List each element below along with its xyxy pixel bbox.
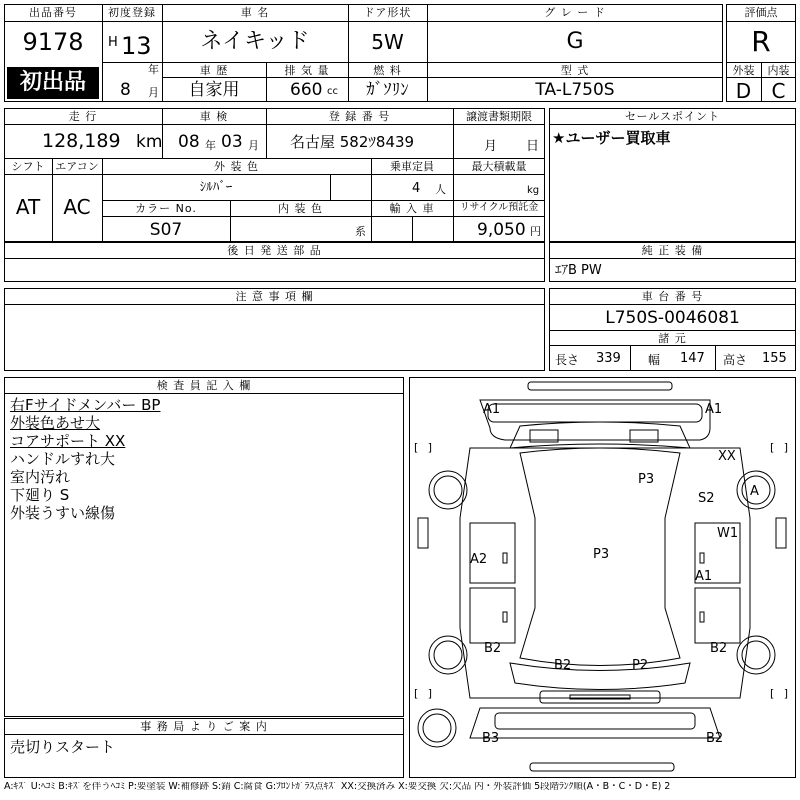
mileage: 128,189 <box>42 130 121 152</box>
inspector-line: 外装色あせ大 <box>10 414 101 432</box>
color: ｼﾙﾊﾞｰ <box>199 180 233 195</box>
reg-no: 名古屋 582ﾂ8439 <box>290 133 415 151</box>
load-unit: kg <box>527 185 540 196</box>
equipment-label: 純 正 装 備 <box>641 244 704 257</box>
inspector-line: 右Fサイドメンバー BP <box>10 396 161 414</box>
damage-mark: B2 <box>484 641 502 656</box>
damage-mark: B3 <box>482 731 500 746</box>
first-reg-label: 初度登録 <box>108 6 156 19</box>
chassis-no: L750S-0046081 <box>605 308 740 328</box>
capacity-label: 乗車定員 <box>390 160 434 173</box>
height-label: 高さ <box>723 353 748 367</box>
recycle: 9,050 <box>477 220 526 240</box>
door: 5W <box>371 30 404 54</box>
inspection-label: 車 検 <box>199 110 229 123</box>
damage-mark: A2 <box>470 552 488 567</box>
shift-label: シフト <box>11 160 45 173</box>
legend: A:ｷｽﾞ U:ﾍｺﾐ B:ｷｽﾞを伴うﾍｺﾐ P:要塗装 W:補修跡 S:錆 C:腐食 G:ﾌﾛﾝﾄｶﾞﾗｽ点ｷｽﾞ XX:交換済み X:要交換 欠:欠品 内・外装評価 5段階ﾗﾝｸ順(A・B・C・D・E) 2 <box>4 782 671 792</box>
dims-label: 諸 元 <box>658 332 687 345</box>
recycle-unit: 円 <box>530 225 541 238</box>
capacity-unit: 人 <box>435 183 446 196</box>
width-label: 幅 <box>648 353 661 367</box>
inspector-line: 室内汚れ <box>10 468 71 486</box>
int-score: C <box>771 79 786 103</box>
import-label: 輸 入 車 <box>389 202 435 215</box>
ext-label: 外装 <box>732 64 755 77</box>
later-parts-label: 後 日 発 送 部 品 <box>227 244 322 257</box>
reg-month: 8 <box>120 80 131 100</box>
damage-mark: A1 <box>483 402 501 417</box>
ac: AC <box>63 195 91 219</box>
fuel-label: 燃 料 <box>373 64 402 77</box>
insp-year-unit: 年 <box>205 139 216 152</box>
int-color-unit: 系 <box>355 225 366 238</box>
inspector-line: 外装うすい線傷 <box>10 504 116 522</box>
car-name-label: 車 名 <box>240 6 270 19</box>
reg-no-label: 登 録 番 号 <box>328 110 391 123</box>
ac-label: エアコン <box>55 160 99 173</box>
bracket-mark: [ ] <box>414 441 436 454</box>
recycle-label: リサイクル預託金 <box>459 202 539 213</box>
damage-mark: B2 <box>706 731 724 746</box>
score-label: 評価点 <box>744 6 778 19</box>
office-text: 売切りスタート <box>10 738 116 756</box>
sales-point: ★ユーザー買取車 <box>552 129 671 147</box>
transfer-label: 譲渡書類期限 <box>466 110 532 123</box>
damage-mark: A <box>750 484 759 499</box>
capacity: 4 <box>412 181 421 196</box>
first-listing-badge: 初出品 <box>7 67 99 99</box>
damage-mark: B2 <box>554 658 572 673</box>
office-label: 事 務 局 よ り ご 案 内 <box>140 720 268 733</box>
damage-mark: XX <box>718 449 736 464</box>
model: TA-L750S <box>535 80 615 100</box>
mileage-unit: km <box>136 132 163 152</box>
inspector-line: ハンドルすれ大 <box>10 450 116 468</box>
lot-no: 9178 <box>22 28 84 56</box>
equipment: ｴｱB PW <box>555 263 602 278</box>
inspector-notes <box>10 396 400 522</box>
bracket-mark: [ ] <box>770 687 792 700</box>
sales-point-label: セールスポイント <box>624 110 720 123</box>
damage-mark: B2 <box>710 641 728 656</box>
history: 自家用 <box>188 80 240 100</box>
length: 339 <box>596 351 621 366</box>
grade-label: グ レ ー ド <box>544 6 606 19</box>
month-unit: 月 <box>148 86 159 99</box>
mileage-label: 走 行 <box>68 110 98 123</box>
reg-year: 13 <box>121 32 152 60</box>
damage-diagram <box>409 377 796 778</box>
chassis-label: 車 台 番 号 <box>641 290 704 303</box>
damage-mark: A1 <box>705 402 723 417</box>
damage-mark: S2 <box>698 491 715 506</box>
displacement: 660 <box>290 80 323 100</box>
displacement-unit: cc <box>327 86 338 97</box>
color-label: 外 装 色 <box>214 160 259 173</box>
damage-mark: A1 <box>695 569 713 584</box>
color-no: S07 <box>149 220 183 240</box>
bracket-mark: [ ] <box>770 441 792 454</box>
transfer-month: 月 <box>484 139 498 154</box>
width: 147 <box>680 351 705 366</box>
ext-score: D <box>735 79 752 103</box>
era: H <box>108 35 118 50</box>
inspector-line: 下廻り S <box>10 486 70 504</box>
load-label: 最大積載量 <box>471 160 527 173</box>
int-label: 内装 <box>767 64 790 77</box>
inspector-line: コアサポート XX <box>10 432 126 450</box>
transfer-day: 日 <box>526 139 540 154</box>
inspector-label: 検 査 員 記 入 欄 <box>156 379 252 392</box>
notes-label: 注 意 事 項 欄 <box>235 290 314 303</box>
shift: AT <box>15 195 41 219</box>
lot-no-label: 出品番号 <box>29 6 77 19</box>
damage-mark: P2 <box>632 658 649 673</box>
damage-mark: W1 <box>717 526 739 541</box>
model-label: 型 式 <box>560 64 590 77</box>
damage-mark: P3 <box>593 547 610 562</box>
history-label: 車 歴 <box>199 64 229 77</box>
displacement-label: 排 気 量 <box>284 64 330 77</box>
bracket-mark: [ ] <box>414 687 436 700</box>
height: 155 <box>762 351 787 366</box>
damage-marks <box>410 378 795 777</box>
score: R <box>751 25 771 58</box>
fuel: ｶﾞｿﾘﾝ <box>366 80 409 100</box>
color-no-label: カラー No. <box>135 202 197 215</box>
door-label: ドア形状 <box>363 6 412 19</box>
insp-month: 03 <box>221 132 243 152</box>
vehicle-info <box>4 108 545 242</box>
insp-month-unit: 月 <box>248 139 259 152</box>
year-unit: 年 <box>148 63 159 76</box>
car-name: ネイキッド <box>200 29 310 54</box>
length-label: 長さ <box>555 353 580 367</box>
damage-mark: P3 <box>638 472 655 487</box>
grade: G <box>566 29 584 54</box>
int-color-label: 内 装 色 <box>278 202 323 215</box>
insp-year: 08 <box>178 132 200 152</box>
